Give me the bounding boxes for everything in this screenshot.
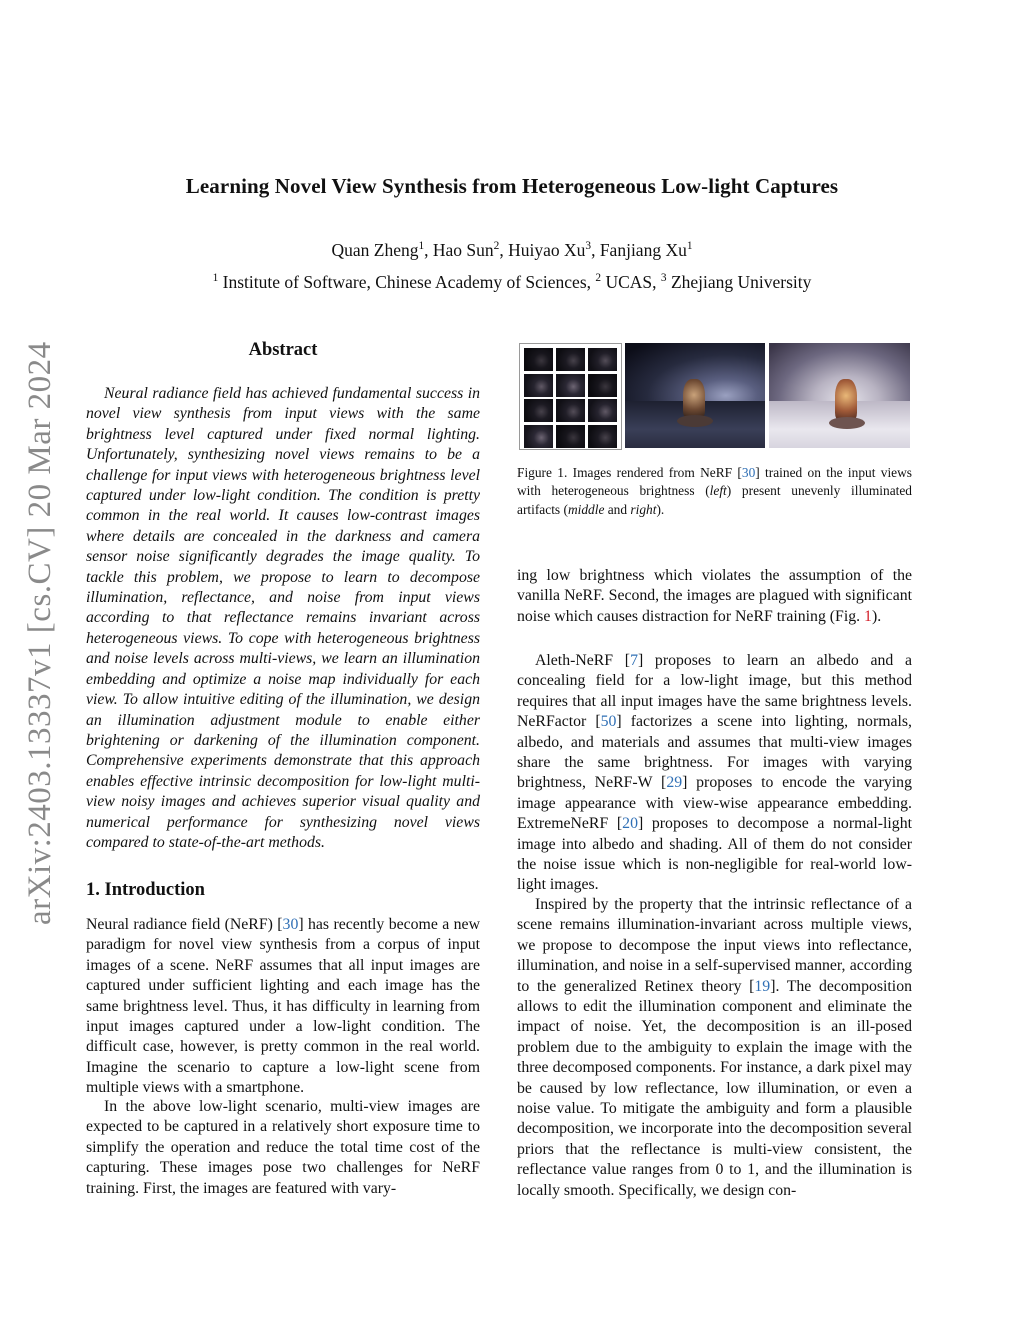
figure-render-middle — [625, 343, 765, 448]
input-view-thumbnail — [556, 374, 585, 397]
text-run: right — [630, 501, 657, 517]
affiliation-list: $^1$ Institute of Software, Chinese Academy of Sciences, $^2$ UCAS, $^3$ Zhejiang University — [212, 272, 812, 292]
input-view-thumbnail — [588, 425, 617, 448]
figure-figurine — [835, 379, 857, 421]
text-run: ] factorizes a scene into lighting, normals, albedo, and materials and assumes that multi-view images share the same brightness. For images with varying brightness, NeRF-W [ — [517, 713, 912, 792]
text-run: ). — [656, 501, 665, 517]
citation-link[interactable]: 30 — [282, 916, 299, 933]
text-run: ] proposes to encode the varying image appearance with view-wise appearance embedding. ExtremeNeRF [ — [517, 774, 912, 833]
text-run: Inspired by the property that the intrinsic reflectance of a scene remains illumination-invariant across multiple views, we propose to decompose the input views into reflectance, illumination, and noise in a self-supervised manner, according to the generalized Retinex theory [ — [517, 896, 912, 995]
author-affiliation-mark: 2 — [493, 240, 500, 253]
intro-paragraph-1 — [86, 915, 480, 1099]
input-view-thumbnail — [588, 374, 617, 397]
figure-figurine — [683, 379, 705, 419]
text-run: ] has recently become a new paradigm for novel view synthesis from a corpus of input images of a scene. NeRF assumes that all input images are captured under sufficient lighting and each image has the same brightness level. Thus, it has difficulty in learning from input images captured under a low-light condition. The difficult case, however, is pretty common in the real world. Imagine the scenario to capture a low-light scene from multiple views with a smartphone. — [86, 916, 480, 1097]
text-run: and — [604, 501, 631, 517]
affiliation-name: UCAS — [605, 272, 653, 292]
author-name: Huiyao Xu — [508, 240, 586, 260]
author-list: Quan Zheng$^1$, Hao Sun$^2$, Huiyao Xu$^3$, Fanjiang Xu$^1$ — [331, 240, 693, 260]
text-run: Aleth-NeRF [ — [535, 652, 631, 669]
text-run: ] proposes to decompose a normal-light image into albedo and shading. All of them do not consider the noise issue which is non-negligible for real-world low-light images. — [517, 815, 912, 894]
author-affiliation-mark: 1 — [686, 240, 693, 253]
input-view-thumbnail — [556, 425, 585, 448]
input-view-thumbnail — [524, 399, 553, 422]
text-run: ] proposes to learn an albedo and a concealing field for a low-light image, but this method requires that all input images have the same brightness levels. NeRFactor [ — [517, 652, 912, 731]
figure-reference-link[interactable]: 1 — [864, 607, 872, 625]
right-paragraph-2 — [517, 895, 912, 1201]
affiliation-number: 3 — [660, 272, 667, 285]
citation-link[interactable]: 29 — [666, 774, 683, 792]
affiliation-number: 2 — [595, 272, 602, 285]
text-run: ). — [871, 607, 882, 625]
text-run: ing low brightness which violates the assumption of the vanilla NeRF. Second, the images are plagued with significant noise which causes distraction for NeRF training (Fig. — [517, 567, 912, 625]
author-name: Hao Sun — [432, 240, 494, 260]
affiliation-number: 1 — [212, 272, 219, 285]
author-name: Fanjiang Xu — [599, 240, 687, 260]
text-run: ] trained on the input views with heterogeneous brightness ( — [517, 465, 912, 499]
author-name: Quan Zheng — [331, 240, 419, 260]
right-paragraph-1 — [517, 651, 912, 896]
citation-link[interactable]: 50 — [600, 713, 617, 731]
input-view-thumbnail — [588, 399, 617, 422]
text-run: ) present unevenly illuminated artifacts ( — [517, 483, 912, 517]
input-view-thumbnail — [524, 425, 553, 448]
figure-caption — [517, 464, 912, 519]
abstract-heading: Abstract — [248, 340, 318, 360]
right-paragraph-0 — [517, 566, 912, 627]
intro-paragraph-2 — [86, 1097, 480, 1199]
text-run: ]. The decomposition allows to edit the illumination component and eliminate the impact of noise. Yet, the decomposition is an ill-posed problem due to the ambiguity to explain the image with the three decomposed components. For instance, a dark pixel may be caused by low reflectance, low illumination, or even a noise value. To mitigate the ambiguity and form a plausible decomposition, we incorporate into the decomposition several priors that the reflectance is multi-view consistent, the reflectance value ranges from 0 to 1, and the illumination is locally smooth. Specifically, we design con- — [517, 977, 912, 1199]
input-view-thumbnail — [524, 374, 553, 397]
figure-input-views-grid — [519, 343, 622, 450]
text-run: Neural radiance field (NeRF) [ — [86, 916, 283, 933]
input-view-thumbnail — [556, 348, 585, 371]
figure-figurine-base — [829, 417, 865, 429]
affiliation-name: Zhejiang University — [670, 272, 812, 292]
text-run: In the above low-light scenario, multi-view images are expected to be captured in a relatively short exposure time to simplify the operation and reduce the total time cost of the capturing. These images pose two challenges for NeRF training. First, the images are featured with vary- — [86, 1098, 480, 1197]
citation-link[interactable]: 20 — [622, 815, 638, 833]
author-affiliation-mark: 3 — [585, 240, 592, 253]
text-run: left — [709, 483, 727, 499]
citation-link[interactable]: 19 — [754, 977, 771, 995]
author-affiliation-mark: 1 — [418, 240, 425, 253]
abstract-body: Neural radiance field has achieved fundamental success in novel view synthesis from input views with the same brightness level captured under fixed normal lighting. Unfortunately, synthesizing novel views remains to be a challenge for input views with heterogeneous brightness level captured under low-light condition. The condition is pretty common in the real world. It causes low-contrast images where details are concealed in the darkness and camera sensor noise significantly degrades the image quality. To tackle this problem, we propose to learn to decompose illumination, reflectance, and noise from input views according to that reflectance remains invariant across heterogeneous views. To cope with heterogeneous brightness and noise levels across multi-views, we learn an illumination embedding and optimize a noise map individually for each view. To allow intuitive editing of the illumination, we design an illumination adjustment module to enable either brightening or darkening of the illumination component. Comprehensive experiments demonstrate that this approach enables effective intrinsic decomposition for low-light multi-view noisy images and achieves superior visual quality and numerical performance for synthesizing novel views compared to state-of-the-art methods. — [86, 385, 480, 851]
figure-figurine-base — [677, 415, 713, 427]
figure-render-right — [769, 343, 910, 448]
text-run: Figure 1. Images rendered from NeRF [ — [517, 465, 742, 480]
section-heading-introduction: 1. Introduction — [86, 880, 205, 900]
affiliation-name: Institute of Software, Chinese Academy of Sciences — [222, 272, 587, 292]
input-view-thumbnail — [588, 348, 617, 371]
input-view-thumbnail — [524, 348, 553, 371]
arxiv-identifier: arXiv:2403.13337v1 [cs.CV] 20 Mar 2024 — [22, 341, 58, 925]
citation-link[interactable]: 7 — [630, 652, 638, 669]
text-run: middle — [567, 501, 605, 517]
citation-link[interactable]: 30 — [741, 465, 756, 480]
paper-title: Learning Novel View Synthesis from Heterogeneous Low-light Captures — [185, 174, 839, 198]
input-view-thumbnail — [556, 399, 585, 422]
